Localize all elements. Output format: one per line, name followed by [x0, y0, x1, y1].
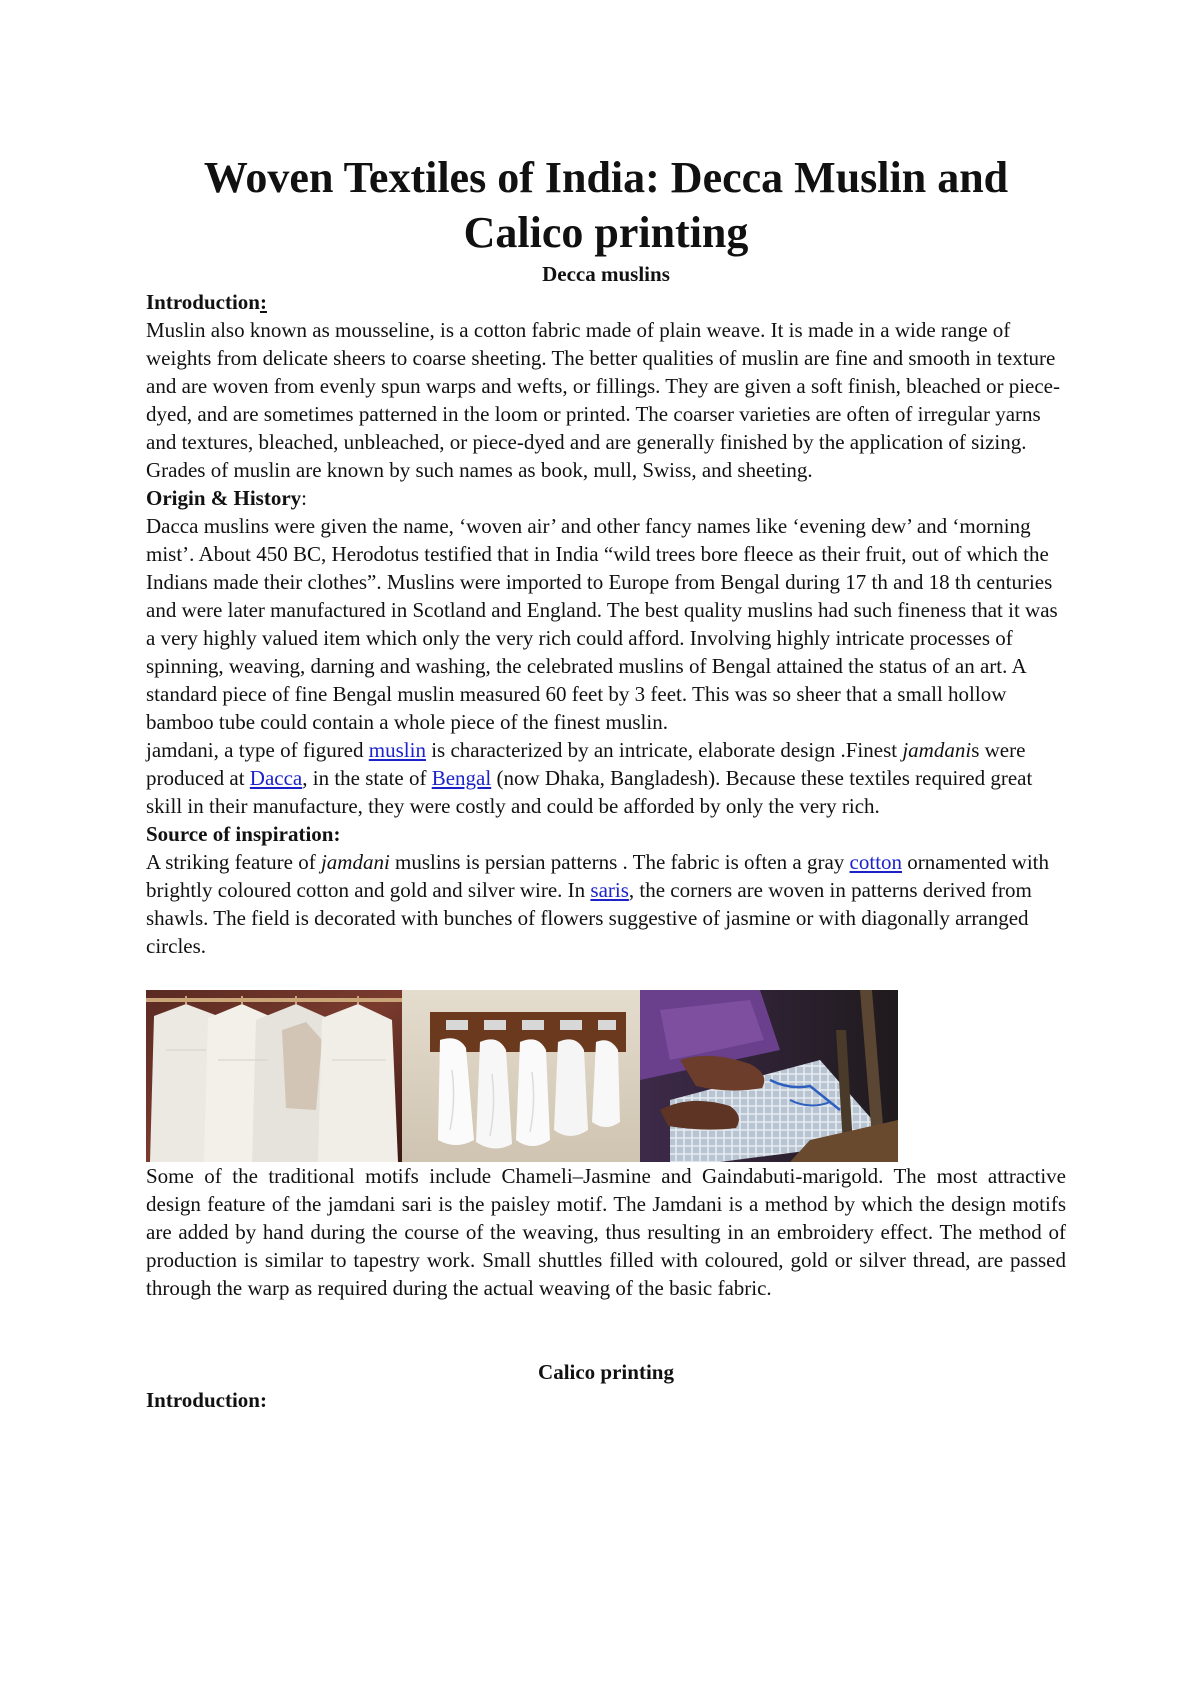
pegged-cloth-image	[402, 990, 640, 1162]
photo-hanging-garments	[146, 990, 402, 1162]
link-bengal[interactable]: Bengal	[431, 766, 492, 790]
spacer	[146, 1302, 1066, 1358]
link-cotton[interactable]: cotton	[849, 850, 903, 874]
source-paragraph: A striking feature of jamdani muslins is persian patterns . The fabric is often a gray cotton ornamented with brightly coloured cotton and gold and silver wire. In saris, the corners are woven in patterns derived from shawls. The field is decorated with bunches of flowers suggestive of jasmine or with diagonally arranged circles.	[146, 850, 1050, 958]
intro-heading: Introduction:	[146, 290, 267, 314]
photo-loom-weaving	[640, 990, 898, 1162]
loom-image	[640, 990, 898, 1162]
link-saris[interactable]: saris	[590, 878, 629, 902]
section-title-calico: Calico printing	[538, 1360, 674, 1384]
jamdani-paragraph: jamdani, a type of figured muslin is characterized by an intricate, elaborate design .Finest jamdanis were produced at Dacca, in the state of Bengal (now Dhaka, Bangladesh). Because these textiles required great skill in their manufacture, they were costly and could be afforded by only the very rich.	[146, 738, 1033, 818]
garments-image	[146, 990, 402, 1162]
motifs-paragraph: Some of the traditional motifs include Chameli–Jasmine and Gaindabuti-marigold. The most attractive design feature of the jamdani sari is the paisley motif. The Jamdani is a method by which the design motifs are added by hand during the course of the weaving, thus resulting in an embroidery effect. The method of production is similar to tapestry work. Small shuttles filled with coloured, gold or silver thread, are passed through the warp as required during the actual weaving of the basic fabric.	[146, 1164, 1066, 1300]
origin-paragraph: Dacca muslins were given the name, ‘woven air’ and other fancy names like ‘evening dew’ and ‘morning mist’. About 450 BC, Herodotus testified that in India “wild trees bore fleece as their fruit, out of which the Indians made their clothes”. Muslins were imported to Europe from Bengal during 17 th and 18 th centuries and were later manufactured in Scotland and England. The best quality muslins had such fineness that it was a very highly valued item which only the very rich could afford. Involving highly intricate processes of spinning, weaving, darning and washing, the celebrated muslins of Bengal attained the status of an art. A standard piece of fine Bengal muslin measured 60 feet by 3 feet. This was so sheer that a small hollow bamboo tube could contain a whole piece of the finest muslin.	[146, 514, 1058, 734]
section-title-decca: Decca muslins	[542, 262, 670, 286]
photo-strip	[146, 990, 1066, 1162]
document-page	[146, 150, 1066, 1414]
calico-intro-heading: Introduction:	[146, 1388, 267, 1412]
intro-paragraph: Muslin also known as mousseline, is a cotton fabric made of plain weave. It is made in a wide range of weights from delicate sheers to coarse sheeting. The better qualities of muslin are fine and smooth in texture and are woven from evenly spun warps and wefts, or fillings. They are given a soft finish, bleached or piece-dyed, and are sometimes patterned in the loom or printed. The coarser varieties are often of irregular yarns and textures, bleached, unbleached, or piece-dyed and are generally finished by the application of sizing. Grades of muslin are known by such names as book, mull, Swiss, and sheeting.	[146, 318, 1060, 482]
source-heading: Source of inspiration:	[146, 822, 341, 846]
link-dacca[interactable]: Dacca	[249, 766, 303, 790]
document-title: Woven Textiles of India: Decca Muslin and Calico printing	[203, 153, 1009, 257]
photo-pegged-cloth	[402, 990, 640, 1162]
origin-heading: Origin & History:	[146, 486, 307, 510]
link-muslin[interactable]: muslin	[368, 738, 426, 762]
spacer	[146, 960, 1066, 988]
